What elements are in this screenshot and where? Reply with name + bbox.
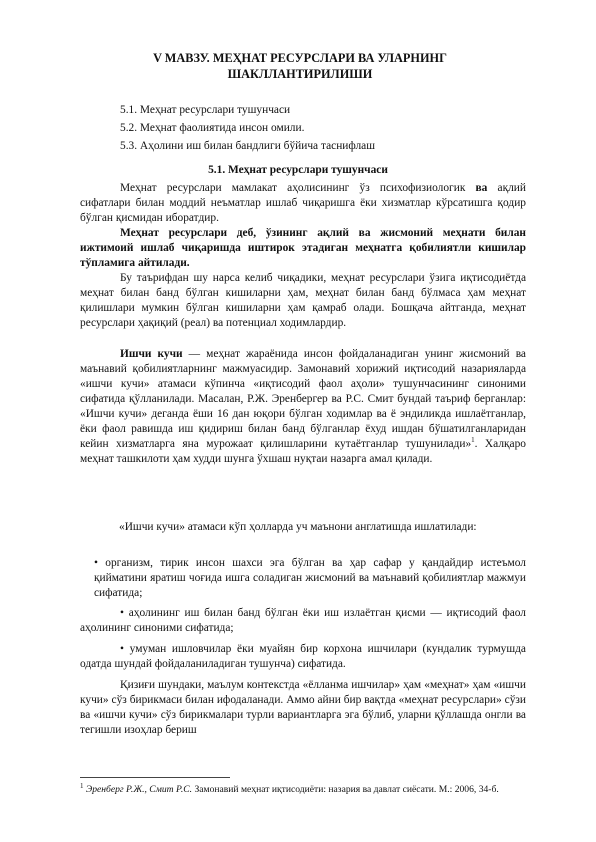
toc-item-3: 5.3. Аҳолини иш билан бандлиги бўйича таснифлаш — [120, 140, 375, 152]
paragraph-1-text-a: Меҳнат ресурслари мамлакат аҳолисининг ўз психофизиологик — [120, 182, 476, 194]
paragraph-2-definition: Меҳнат ресурслари деб, ўзининг ақлий ва жисмоний меҳнати билан ижтимоий ишлаб чиқаришда иштирок этадиган меҳнатга қобилиятли кишилар тўпламига айтилади. — [80, 227, 526, 269]
chapter-title-line-1: V МАВЗУ. МЕҲНАТ РЕСУРСЛАРИ ВА УЛАРНИНГ — [153, 51, 447, 65]
toc-item-1: 5.1. Меҳнат ресурслари тушунчаси — [120, 104, 291, 116]
footnote-ref: 1 — [471, 436, 475, 445]
paragraph-3: Бу таърифдан шу нарса келиб чиқадики, меҳнат ресурслари ўзига иқтисодиётда меҳнат билан банд бўлган кишиларни ҳам, меҳнат билан банд бўлмаса ҳам меҳнат қилишлари мумкин бўлган кишиларни ҳам қамраб олади. Бошқача айтганда, меҳнат ресурслари ҳақиқий (реал) ва потенциал ходимлардир. — [80, 272, 526, 329]
paragraph-4 — [80, 347, 526, 467]
section-title: 5.1. Меҳнат ресурслари тушунчаси — [208, 164, 388, 176]
paragraph-1-bold-word: ва — [475, 182, 488, 194]
paragraph-4-term: Ишчи кучи — [120, 348, 183, 360]
chapter-title-line-2: ШАКЛЛАНТИРИЛИШИ — [227, 67, 373, 81]
paragraph-1-text-b: ақлий сифатлари билан моддий неъматлар ишлаб чиқаришга ёки хизматлар кўрсатишга қодир бўлган қисмидан иборатдир. — [80, 182, 526, 224]
chapter-title — [120, 50, 480, 82]
paragraph-4-text: — меҳнат жараёнида инсон фойдаланадиган унинг жисмоний ва маънавий қобилиятларнинг мажмуасидир. Замонавий хорижий иқтисодий назарияларда «ишчи кучи» атамаси кўпинча «иқтисодий фаол аҳоли» тушунчасининг синоними сифатида қўлланилади. Масалан, Р.Ж. Эренбергер ва Р.С. Смит бундай таъриф берганлар: «Ишчи кучи» деганда ёши 16 дан юқори бўлган ходимлар ва ё эндиликда ишлаётганлар, ёки фаол равишда иш қидириш билан банд бўлганлар ёхуд ишдан бўшатилганларидан кейин хизматларга яна мурожаат қилишларини кутаётганлар тушунилади» — [80, 348, 526, 450]
paragraph-6: Қизиғи шундаки, маълум контекстда «ёлланма ишчилар» ҳам «меҳнат» ҳам «ишчи кучи» сўз бирикмаси билан ифодаланади. Аммо айни бир вақтда «меҳнат ресурслари» сўзи ва «ишчи кучи» сўз бирикмалари турли вариантларга эга бўлиб, уларни қўллашда онгли ва тегишли изоҳлар бериш — [80, 679, 526, 736]
paragraph-4-end: . Халқаро меҳнат ташкилоти ҳам худди шунга ўхшаш нуқтаи назарга амал қилади. — [80, 438, 526, 465]
footnote — [80, 783, 526, 796]
footnote-number: 1 — [80, 781, 84, 790]
bullet-item-2: • аҳолининг иш билан банд бўлган ёки иш излаётган қисми — иқтисодий фаол аҳолининг синоними сифатида; — [80, 607, 526, 634]
toc-item-2: 5.2. Меҳнат фаолиятида инсон омили. — [120, 122, 305, 134]
footnote-author: Эренберг Р.Ж., Смит Р.С. — [85, 784, 193, 795]
bullet-item-3: • умуман ишловчилар ёки муайян бир корхона ишчилари (кундалик турмушда одатда шундай фойдаланиладиган тушунча) сифатида. — [80, 643, 526, 670]
paragraph-5: «Ишчи кучи» атамаси кўп ҳолларда уч маънони англатишда ишлатилади: — [119, 521, 477, 533]
bullet-item-1: • организм, тирик инсон шахси эга бўлган ва ҳар сафар у қандайдир истеъмол қийматини яратиш чоғида ишга соладиган жисмоний ва маънавий қобилиятлар мажмуи сифатида; — [94, 557, 526, 599]
footnote-divider — [80, 777, 230, 778]
footnote-text: Замонавий меҳнат иқтисодиёти: назария ва давлат сиёсати. М.: 2006, 34-б. — [192, 784, 499, 795]
paragraph-1 — [80, 181, 526, 226]
